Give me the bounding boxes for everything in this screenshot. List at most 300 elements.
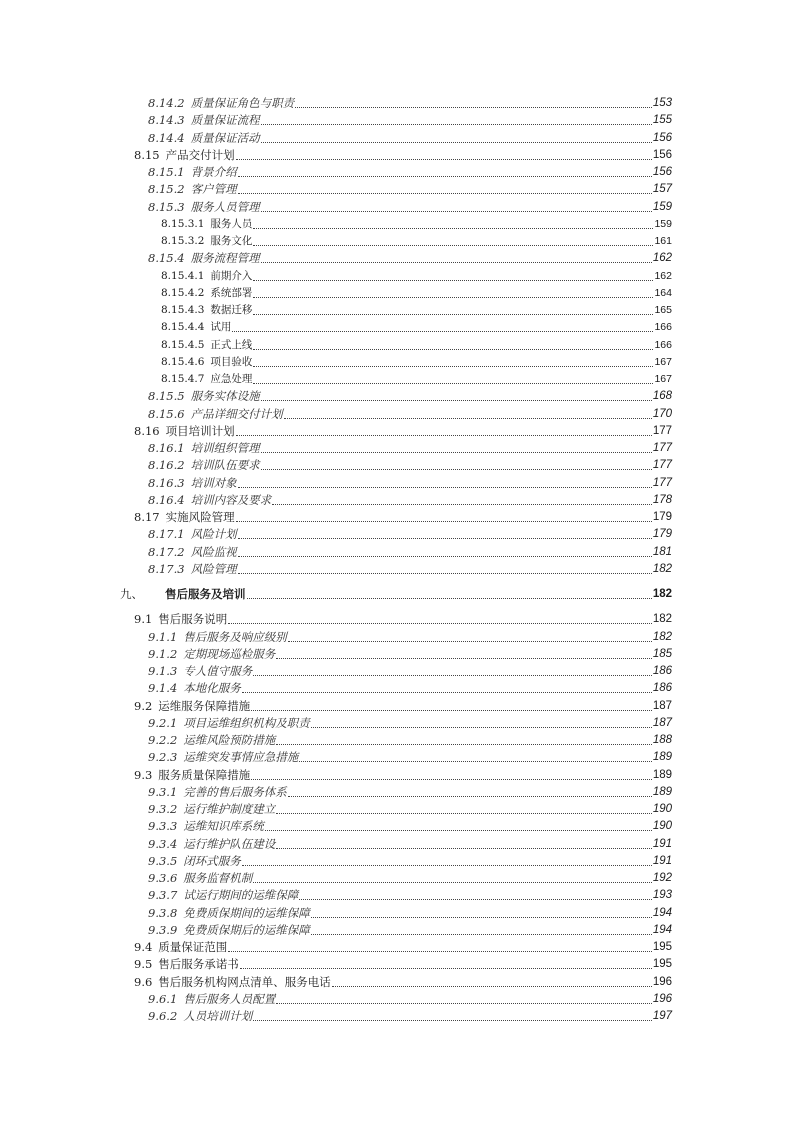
- toc-entry-number: 9.3.1: [148, 784, 178, 799]
- toc-entry-title: [134, 611, 228, 628]
- toc-entry-page-number: 166: [654, 338, 672, 351]
- toc-entry-page-number: 189: [652, 751, 672, 764]
- toc-entry-page-number: 190: [652, 820, 672, 833]
- toc-entry[interactable]: [148, 199, 672, 216]
- toc-entry-number: 8.15.4.4: [161, 321, 205, 334]
- toc-entry-title: [120, 586, 247, 603]
- toc-entry[interactable]: [148, 561, 672, 578]
- dot-leader: [253, 663, 652, 680]
- toc-entry-text: 培训队伍要求: [190, 458, 260, 473]
- toc-entry-number: 8.15.4.1: [161, 269, 205, 282]
- toc-entry-page-number: 177: [652, 459, 672, 472]
- toc-entry-title: [134, 767, 251, 784]
- dot-leader: [238, 561, 652, 578]
- toc-entry-number: 9.1.1: [148, 629, 178, 644]
- toc-entry-title: [148, 440, 261, 457]
- toc-entry-page-number: 191: [652, 837, 672, 850]
- toc-entry[interactable]: [120, 586, 672, 603]
- toc-entry-text: 培训组织管理: [190, 441, 260, 455]
- dot-leader: [261, 199, 652, 216]
- toc-entry-text: 服务人员管理: [190, 199, 260, 214]
- dot-leader: [276, 732, 652, 749]
- dot-leader: [265, 818, 652, 835]
- toc-entry-title: [148, 784, 288, 801]
- toc-entry-page-number: 194: [652, 923, 672, 936]
- dot-leader: [261, 112, 652, 129]
- toc-entry-text: 专人值守服务: [183, 664, 253, 678]
- dot-leader: [238, 475, 652, 492]
- toc-entry-text: 培训内容及要求: [190, 492, 272, 507]
- toc-entry-page-number: 181: [652, 545, 672, 558]
- toc-entry[interactable]: [161, 268, 672, 285]
- toc-entry[interactable]: [134, 611, 672, 628]
- toc-entry[interactable]: [161, 285, 672, 302]
- toc-entry-text: 完善的售后服务体系: [183, 784, 287, 799]
- toc-entry-text: 运行维护队伍建设: [183, 836, 276, 851]
- toc-entry-title: [148, 544, 238, 561]
- toc-entry-number: 8.15.2: [148, 182, 185, 197]
- toc-entry-text: 售后服务机构网点清单、服务电话: [158, 974, 331, 989]
- toc-entry[interactable]: [148, 181, 672, 198]
- toc-entry-text: 风险计划: [190, 527, 237, 542]
- toc-entry-number: 9.4: [134, 940, 153, 954]
- toc-entry-text: 服务实体设施: [190, 389, 260, 404]
- toc-entry-text: 项目培训计划: [165, 423, 235, 438]
- dot-leader: [238, 164, 652, 181]
- toc-entry-page-number: 191: [652, 854, 672, 867]
- dot-leader: [288, 629, 652, 646]
- toc-entry-number: 9.6.1: [148, 991, 178, 1006]
- toc-entry-text: 运维知识库系统: [183, 819, 264, 834]
- toc-entry-text: 服务质量保障措施: [158, 767, 251, 782]
- toc-entry-number: 9.1.4: [148, 681, 178, 696]
- dot-leader: [238, 526, 652, 543]
- dot-leader: [236, 423, 652, 440]
- toc-entry[interactable]: [134, 974, 672, 991]
- toc-entry-text: 服务文化: [210, 235, 253, 247]
- toc-entry[interactable]: [148, 732, 672, 749]
- toc-entry-number: 9.3: [134, 767, 153, 782]
- toc-entry-page-number: 177: [652, 424, 672, 437]
- dot-leader: [261, 388, 652, 405]
- toc-entry-title: [148, 561, 238, 578]
- toc-entry-title: [134, 956, 240, 973]
- toc-entry[interactable]: [161, 233, 672, 250]
- dot-leader: [288, 784, 652, 801]
- toc-entry-title: [148, 991, 276, 1008]
- toc-entry-page-number: 156: [652, 166, 672, 178]
- dot-leader: [261, 440, 652, 457]
- toc-entry-number: 9.3.4: [148, 836, 178, 851]
- toc-entry-page-number: 186: [652, 665, 672, 677]
- toc-entry-page-number: 182: [652, 630, 672, 643]
- toc-entry-page-number: 189: [652, 768, 672, 781]
- dot-leader: [251, 767, 652, 784]
- toc-entry[interactable]: [148, 836, 672, 853]
- toc-entry-number: 九、: [120, 587, 143, 601]
- toc-entry[interactable]: [134, 767, 672, 784]
- toc-entry-title: [148, 199, 261, 216]
- toc-entry-title: [148, 801, 276, 818]
- toc-entry[interactable]: [161, 371, 672, 388]
- toc-entry-text: 售后服务及响应级别: [183, 629, 287, 644]
- toc-entry-title: [161, 337, 253, 354]
- toc-entry-title: [161, 371, 253, 388]
- toc-entry-page-number: 164: [654, 286, 672, 299]
- toc-entry-title: [148, 836, 276, 853]
- dot-leader: [253, 354, 653, 371]
- toc-entry-title: [148, 250, 261, 267]
- toc-entry-text: 服务流程管理: [190, 251, 260, 266]
- toc-entry-number: 8.14.3: [148, 113, 185, 128]
- toc-entry-page-number: 194: [652, 906, 672, 919]
- toc-entry-number: 9.1: [134, 612, 153, 627]
- toc-entry[interactable]: [148, 887, 672, 904]
- dot-leader: [332, 974, 652, 991]
- toc-entry-text: 运维突发事情应急措施: [183, 750, 299, 765]
- toc-entry-page-number: 195: [652, 941, 672, 953]
- toc-entry-number: 8.15.4.6: [161, 355, 205, 368]
- toc-entry-number: 9.6: [134, 974, 153, 989]
- toc-entry[interactable]: [134, 939, 672, 956]
- toc-entry-title: [161, 233, 253, 250]
- toc-entry-title: [161, 319, 232, 336]
- toc-entry-number: 8.15.3.2: [161, 235, 205, 247]
- toc-entry-page-number: 182: [652, 613, 672, 626]
- dot-leader: [284, 406, 652, 423]
- toc-entry[interactable]: [134, 147, 672, 164]
- dot-leader: [311, 715, 652, 732]
- toc-entry-title: [148, 164, 238, 181]
- toc-entry[interactable]: [148, 715, 672, 732]
- toc-entry-text: 项目运维组织机构及职责: [183, 715, 310, 730]
- toc-entry-text: 应急处理: [210, 373, 253, 385]
- toc-entry-page-number: 167: [654, 355, 672, 368]
- toc-entry-page-number: 162: [652, 252, 672, 265]
- dot-leader: [311, 905, 652, 922]
- toc-entry[interactable]: [148, 818, 672, 835]
- toc-entry-text: 产品详细交付计划: [190, 406, 283, 421]
- toc-entry-number: 9.3.2: [148, 802, 178, 816]
- toc-entry-text: 前期介入: [210, 269, 253, 282]
- toc-entry[interactable]: [148, 250, 672, 267]
- toc-entry-text: 售后服务人员配置: [183, 991, 276, 1006]
- dot-leader: [251, 698, 652, 715]
- toc-entry-page-number: 190: [652, 803, 672, 815]
- dot-leader: [253, 233, 653, 250]
- toc-entry-text: 风险管理: [190, 561, 237, 576]
- toc-entry-title: [148, 457, 261, 474]
- toc-entry-title: [148, 680, 242, 697]
- toc-entry[interactable]: [148, 784, 672, 801]
- toc-entry-title: [148, 1008, 253, 1025]
- toc-entry-text: 质量保证活动: [190, 130, 260, 145]
- dot-leader: [261, 457, 652, 474]
- toc-entry-title: [148, 95, 295, 112]
- toc-entry[interactable]: [148, 680, 672, 697]
- toc-entry-title: [148, 905, 311, 922]
- dot-leader: [253, 1008, 652, 1025]
- toc-entry-number: 8.16.3: [148, 475, 185, 490]
- dot-leader: [276, 836, 652, 853]
- toc-entry-number: 9.3.7: [148, 888, 178, 903]
- toc-entry-text: 实施风险管理: [165, 510, 235, 524]
- toc-entry-title: [148, 715, 311, 732]
- toc-entry-page-number: 155: [652, 114, 672, 127]
- toc-entry-page-number: 179: [652, 528, 672, 541]
- toc-entry-page-number: 188: [652, 734, 672, 746]
- toc-entry[interactable]: [148, 922, 672, 939]
- toc-entry-title: [148, 475, 238, 492]
- toc-entry[interactable]: [134, 956, 672, 973]
- toc-entry-text: 本地化服务: [183, 681, 241, 696]
- toc-entry[interactable]: [148, 130, 672, 147]
- toc-entry[interactable]: [148, 406, 672, 423]
- toc-entry-page-number: 182: [652, 562, 672, 575]
- toc-entry-number: 9.5: [134, 957, 153, 972]
- toc-entry-page-number: 177: [652, 442, 672, 454]
- toc-entry-title: [134, 974, 332, 991]
- toc-entry-title: [161, 268, 253, 285]
- toc-entry-number: 8.17.2: [148, 544, 185, 559]
- toc-entry[interactable]: [148, 801, 672, 818]
- toc-entry-text: 售后服务说明: [158, 612, 228, 627]
- toc-entry[interactable]: [134, 423, 672, 440]
- toc-entry-text: 系统部署: [210, 286, 253, 299]
- toc-entry[interactable]: [161, 216, 672, 233]
- toc-entry-page-number: 196: [652, 975, 672, 988]
- toc-entry-page-number: 156: [652, 131, 672, 144]
- toc-entry-number: 8.15: [134, 147, 160, 162]
- dot-leader: [253, 337, 653, 354]
- toc-entry[interactable]: [148, 544, 672, 561]
- toc-entry-text: 服务监督机制: [183, 871, 253, 885]
- toc-entry-page-number: 159: [652, 200, 672, 213]
- toc-entry-page-number: 187: [652, 716, 672, 729]
- toc-entry-number: 9.2.2: [148, 733, 178, 747]
- toc-entry-title: [161, 302, 253, 319]
- toc-entry-title: [161, 285, 253, 302]
- toc-entry-number: 8.16.4: [148, 492, 185, 507]
- toc-entry[interactable]: [148, 853, 672, 870]
- toc-entry-number: 9.3.6: [148, 871, 178, 885]
- toc-entry-page-number: 192: [652, 872, 672, 884]
- toc-entry-text: 质量保证角色与职责: [190, 96, 295, 110]
- toc-entry-page-number: 165: [654, 304, 672, 316]
- toc-entry-number: 8.15.4: [148, 251, 185, 266]
- dot-leader: [228, 939, 652, 956]
- toc-entry-page-number: 187: [652, 699, 672, 712]
- toc-entry[interactable]: [148, 1008, 672, 1025]
- toc-entry-page-number: 170: [652, 407, 672, 420]
- toc-entry-number: 9.1.2: [148, 646, 178, 661]
- toc-entry-number: 8.14.2: [148, 96, 185, 110]
- toc-entry-title: [134, 698, 251, 715]
- toc-entry-number: 9.1.3: [148, 664, 178, 678]
- toc-entry-text: 运行维护制度建立: [183, 802, 276, 816]
- toc-entry[interactable]: [161, 302, 672, 319]
- dot-leader: [253, 870, 652, 887]
- dot-leader: [242, 680, 652, 697]
- dot-leader: [236, 509, 652, 526]
- toc-entry-page-number: 156: [652, 148, 672, 161]
- toc-entry-text: 试运行期间的运维保障: [183, 888, 299, 903]
- toc-entry-title: [161, 354, 253, 371]
- toc-entry-page-number: 166: [654, 321, 672, 334]
- toc-entry-title: [134, 509, 236, 526]
- toc-entry-title: [148, 922, 311, 939]
- toc-entry-number: 9.2.3: [148, 750, 178, 765]
- dot-leader: [299, 749, 652, 766]
- toc-entry-number: 8.17.3: [148, 561, 185, 576]
- toc-entry[interactable]: [148, 112, 672, 129]
- toc-entry-text: 售后服务及培训: [165, 587, 246, 601]
- toc-entry-text: 人员培训计划: [183, 1009, 253, 1023]
- toc-entry-page-number: 153: [652, 97, 672, 109]
- toc-entry-page-number: 178: [652, 493, 672, 506]
- toc-entry-text: 免费质保期后的运维保障: [183, 922, 310, 937]
- dot-leader: [261, 130, 652, 147]
- toc-entry[interactable]: [148, 749, 672, 766]
- dot-leader: [276, 801, 652, 818]
- toc-entry-page-number: 196: [652, 992, 672, 1005]
- toc-entry-title: [148, 629, 288, 646]
- toc-entry[interactable]: [148, 95, 672, 112]
- toc-entry[interactable]: [134, 698, 672, 715]
- toc-entry-text: 产品交付计划: [165, 147, 235, 162]
- toc-entry[interactable]: [148, 663, 672, 680]
- toc-entry-text: 定期现场巡检服务: [183, 646, 276, 661]
- toc-entry-title: [148, 526, 238, 543]
- toc-entry-number: 9.3.3: [148, 819, 178, 834]
- toc-entry-text: 客户管理: [190, 182, 237, 197]
- toc-entry-page-number: 179: [652, 511, 672, 523]
- toc-entry[interactable]: [161, 337, 672, 354]
- dot-leader: [253, 285, 653, 302]
- toc-entry-number: 8.16.2: [148, 458, 185, 473]
- dot-leader: [295, 95, 652, 112]
- toc-entry-number: 8.16.1: [148, 441, 185, 455]
- toc-entry[interactable]: [161, 319, 672, 336]
- toc-entry-number: 8.17.1: [148, 527, 185, 542]
- toc-entry-title: [148, 887, 299, 904]
- dot-leader: [253, 268, 653, 285]
- toc-entry[interactable]: [148, 475, 672, 492]
- toc-entry-page-number: 197: [652, 1010, 672, 1022]
- toc-entry[interactable]: [148, 526, 672, 543]
- dot-leader: [236, 147, 652, 164]
- toc-entry-page-number: 195: [652, 958, 672, 971]
- toc-entry-number: 9.3.5: [148, 853, 178, 868]
- toc-entry-page-number: 182: [652, 588, 672, 600]
- toc-entry[interactable]: [148, 457, 672, 474]
- toc-entry-page-number: 189: [652, 785, 672, 798]
- dot-leader: [272, 492, 652, 509]
- toc-entry-title: [148, 388, 261, 405]
- toc-entry[interactable]: [148, 164, 672, 181]
- toc-entry-title: [148, 853, 242, 870]
- toc-entry-text: 背景介绍: [190, 165, 237, 179]
- toc-entry[interactable]: [148, 646, 672, 663]
- toc-entry-title: [148, 749, 299, 766]
- toc-entry[interactable]: [148, 388, 672, 405]
- toc-entry-text: 运维风险预防措施: [183, 733, 276, 747]
- toc-entry-page-number: 186: [652, 682, 672, 695]
- toc-entry-number: 9.2: [134, 698, 153, 713]
- toc-entry-text: 项目验收: [210, 355, 253, 368]
- toc-entry[interactable]: [148, 492, 672, 509]
- toc-entry-page-number: 177: [652, 476, 672, 489]
- toc-entry[interactable]: [148, 905, 672, 922]
- dot-leader: [247, 586, 652, 603]
- toc-entry[interactable]: [148, 629, 672, 646]
- toc-entry-number: 8.15.3.1: [161, 217, 205, 230]
- toc-entry-text: 售后服务承诺书: [158, 957, 239, 972]
- dot-leader: [242, 853, 652, 870]
- toc-entry-page-number: 185: [652, 647, 672, 660]
- toc-entry-text: 运维服务保障措施: [158, 698, 251, 713]
- dot-leader: [253, 302, 653, 319]
- toc-entry-text: 服务人员: [210, 217, 253, 230]
- toc-entry[interactable]: [148, 440, 672, 457]
- toc-entry-text: 培训对象: [190, 475, 237, 490]
- toc-entry-number: 8.15.4.3: [161, 304, 205, 316]
- dot-leader: [238, 544, 652, 561]
- toc-entry-text: 试用: [210, 321, 232, 334]
- toc-entry-text: 质量保证范围: [158, 940, 228, 954]
- toc-entry[interactable]: [148, 991, 672, 1008]
- toc-entry-title: [148, 663, 253, 680]
- toc-entry-number: 8.16: [134, 423, 160, 438]
- toc-entry-text: 风险监视: [190, 544, 237, 559]
- toc-entry-number: 9.3.8: [148, 905, 178, 920]
- toc-entry-number: 8.15.1: [148, 165, 185, 179]
- toc-entry-page-number: 159: [654, 217, 672, 230]
- toc-entry-title: [148, 181, 238, 198]
- toc-entry-page-number: 162: [654, 269, 672, 282]
- toc-entry-number: 8.14.4: [148, 130, 185, 145]
- toc-entry-page-number: 168: [652, 390, 672, 403]
- toc-entry-title: [148, 492, 272, 509]
- toc-entry-page-number: 157: [652, 183, 672, 196]
- dot-leader: [276, 646, 652, 663]
- dot-leader: [253, 216, 653, 233]
- dot-leader: [261, 250, 652, 267]
- toc-entry-title: [148, 818, 265, 835]
- toc-entry-text: 正式上线: [210, 338, 253, 351]
- dot-leader: [311, 922, 652, 939]
- toc-entry-number: 9.3.9: [148, 922, 178, 937]
- toc-entry[interactable]: [134, 509, 672, 526]
- toc-entry-number: 8.15.4.5: [161, 338, 205, 351]
- toc-entry-text: 数据迁移: [210, 304, 253, 316]
- toc-entry-title: [148, 732, 276, 749]
- toc-entry-number: 8.17: [134, 510, 160, 524]
- toc-entry[interactable]: [148, 870, 672, 887]
- dot-leader: [253, 371, 653, 388]
- toc-entry-title: [134, 423, 236, 440]
- toc-entry-number: 9.2.1: [148, 715, 178, 730]
- toc-entry-number: 8.15.3: [148, 199, 185, 214]
- toc-entry-number: 8.15.6: [148, 406, 185, 421]
- toc-entry-text: 质量保证流程: [190, 113, 260, 128]
- toc-entry-number: 9.6.2: [148, 1009, 178, 1023]
- toc-entry-number: 8.15.5: [148, 389, 185, 404]
- toc-entry[interactable]: [161, 354, 672, 371]
- toc-entry-number: 8.15.4.2: [161, 286, 205, 299]
- toc-entry-title: [134, 939, 228, 956]
- toc-entry-title: [148, 870, 253, 887]
